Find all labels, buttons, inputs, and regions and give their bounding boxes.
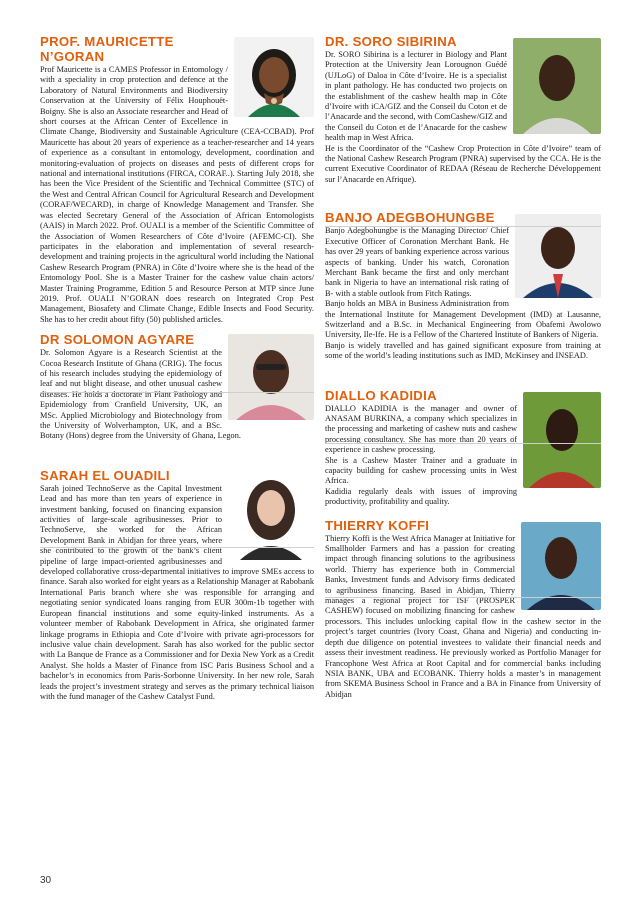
profile-name: DR SOLOMON AGYARE xyxy=(40,332,195,348)
bio-paragraph: She is a Cashew Master Trainer and a graduate in capacity building for cashew processing units in West Africa. xyxy=(325,455,517,486)
profile-name: DR. SORO SIBIRINA xyxy=(325,34,457,49)
bio-paragraph: Kadidia regularly deals with issues of improving productivity, profitability and quality. xyxy=(325,486,517,507)
bio-paragraph: Thierry Koffi is the West Africa Manager at Initiative for Smallholder Farmers and has a passion for creating impact through financing solutions to the agribusiness world. Thierry has experience both in Commercial Banks, Investment funds and Advisory firms dedicated to agribusiness financing. Based in Abidjan, Thierry manages a regional project for ISF (PROSPER CASHEW) focused on mobilizing financing for cashew processors. This includes unlocking capital flow in the cashew sector in the project’s target countries (Ivory Coast, Ghana and Nigeria) and conducting in-depth due diligence on potential investees to validate their financial needs and assess their investment readiness. He previously worked as Portfolio Manager for Francophone West Africa at Root Capital and for commercial banks including NSIA BANK, UBA and ECOBANK. Thierry holds a master’s in management from SKEMA Business School in France and a BA in Finance from University of Abidjan xyxy=(325,533,601,699)
section-divider xyxy=(325,226,601,227)
portrait-photo-solomon xyxy=(228,334,314,420)
section-divider xyxy=(325,597,601,598)
profile-name: THIERRY KOFFI xyxy=(325,517,430,533)
page-number: 30 xyxy=(40,875,52,886)
bio-paragraph: Sarah joined TechnoServe as the Capital Investment Lead and has more than ten years of experience in investment banking, focused on financing expansion activities of large-scale agribusinesses. Prior to TechnoServe, she worked for the African Development Bank in Abidjan for three years, where she contributed to the growth of the bank’s client pipeline of large impact-oriented agribusinesses and developed collaborative cross-departmental initiatives to improve SMEs access to finance. Sarah also worked for eight years as a Relationship Manager at Rabobank International Paris branch where she was responsible for arranging and negotiating senior syndicated loans ranging from EUR 300m-1b together with European financial institutions and some equity-linked instruments. As a volunteer member of Rabobank Development in Africa, she originated farmer linkage programs in Ethiopia and Cote d’Ivoire with private agri-processors for inclusive value chain development. Sarah has also worked for the public sector with La Banque de France as a Commissioner and for Dexia New York as a Credit Analyst. She holds a Master of Finance from ISC Paris Business School and a bachelor’s in economics from Paris-Sorbonne University. In her new role, Sarah leads the project’s investment strategy and serves as the primary technical liaison with the fund manager of the Cashew Catalyst Fund. xyxy=(40,483,314,701)
bio-paragraph: DIALLO KADIDIA is the manager and owner of ANASAM BURKINA, a company which specializes in the processing and marketing of cashew nuts and cashew processing consultancy. She has more than 20 years of experience in cashew processing. xyxy=(325,403,517,455)
profile-thierry xyxy=(325,518,601,701)
profile-name: DIALLO KADIDIA xyxy=(325,387,437,403)
portrait-photo-diallo xyxy=(523,392,601,488)
left-column xyxy=(40,34,314,702)
profile-diallo xyxy=(325,388,601,508)
section-divider xyxy=(40,392,314,393)
profile-solomon xyxy=(40,332,314,442)
bio-paragraph: Prof Mauricette is a CAMES Professor in Entomology / with a speciality in crop protection and defence at the Laboratory of Natural Environments and Biodiversity Conservation at the University of Félix Houphouët-Boigny. She is also an Associate researcher and Head of short courses at the African Center of Excellence in Climate Change, Biodiversity and Sustainable Agriculture (CEA-CCBAD). Prof Mauricette has about 20 years of experience as a teacher-researcher and 14 years of experience as a consultant in entomology, development, coordination and monitoring-evaluation of projects on diseases and pests of different crops for national and international institutions (FIRCA, CORAF..). Starting July 2018, she has been the Vice President of the Scientific and Technical Committee (STC) of the West and Central African Council for Agricultural Research and Development (CORAF/WECARD), in charge of Knowledge Management and Transfer. She was elected Secretary General of the Association of African Entomologists (AAIS) in March 2022. Prof. OUALI is a member of the Scientific Committee of the Association of Women Researchers of Côte d’Ivoire (AFEMC-CI). She participates in the elaboration and implementation of several research-development and training projects in the agricultural world including the National Cashew Research Program (PNRA) in Côte d’Ivoire where she is the head of the Entomology Pool. She is a Master Trainer for the cashew value chain actors/ Master Training Programme, Edition 5 and Resource Person at MTP since June 2019. Prof. OUALI N’GORAN does research on Integrated Crop Pest Management, Biosafety and Climate Change, Edible Insects and Food Security. She has to her credit about fifty (50) published articles. xyxy=(40,65,314,324)
profile-name: BANJO ADEGBOHUNGBE xyxy=(325,210,495,226)
profile-soro xyxy=(325,34,601,185)
bio-paragraph: Banjo Adegbohungbe is the Managing Director/ Chief Executive Officer of Coronation Merchant Bank. He has over 29 years of banking experience across various aspects of banking. Under his watch, Coronation Merchant Bank became the first and only merchant bank in Nigeria to have an international risk rating of B- with a stable outlook from Fitch Ratings. xyxy=(325,226,509,298)
bio-paragraph: Banjo holds an MBA in Business Administration from the International Institute for Management Development (IMD) at Lausanne, Switzerland and a B.Sc. in Mechanical Engineering from Obafemi Awolowo University, Ile-Ife. He is a Fellow of the Chartered Institute of Bankers of Nigeria. xyxy=(325,299,601,340)
section-divider xyxy=(40,547,314,548)
bio-paragraph: Dr. Solomon Agyare is a Research Scientist at the Cocoa Research Institute of Ghana (CRIG). The focus of his research includes studying the epidemiology of leaf and nut blight disease, and other unusual cashew diseases. He holds a doctorate in Plant Pathology and Epidemiology from Cranfield University, UK, an MSc. Applied Microbiology and Biotechnology from the University of Wolverhampton, UK, and a BSc. Botany (Hons) degree from the University of Ghana, Legon. xyxy=(40,348,241,441)
profile-banjo xyxy=(325,210,601,361)
bio-paragraph: Dr. SORO Sibirina is a lecturer in Biology and Plant Protection at the University Jean Lorougnon Guédé (UJLoG) of Daloa in Côte d’Ivoire. He is a specialist in plant pathology. He has conducted two projects on the establishment of the cashew health map in Côte d’Ivoire with iCA/GIZ and the Conseil du Coton et de l’Anacarde and the second, with ComCashew/GIZ and the Conseil du Coton et de l’Anacarde for the cashew health map in West Africa. xyxy=(325,50,507,143)
profile-name: PROF. MAURICETTE N’GORAN xyxy=(40,34,174,64)
right-column xyxy=(325,34,601,700)
portrait-photo-soro xyxy=(513,38,601,134)
bio-paragraph: He is the Coordinator of the “Cashew Crop Protection in Côte d’Ivoire” team of the National Cashew Research Program (PNRA) supervised by the CCA. He is the current Executive Coordinator of REDAA (Réseau de Recherche Développement sur l’Anacarde en Afrique). xyxy=(325,143,601,184)
profile-name: SARAH EL OUADILI xyxy=(40,467,170,483)
profile-sarah xyxy=(40,468,314,703)
section-divider xyxy=(325,443,601,444)
bio-paragraph: Banjo is widely travelled and has gained significant exposure from training at some of the world’s leading institutions such as IMD, McKinsey and INSEAD. xyxy=(325,340,601,361)
profile-mauricette xyxy=(40,34,314,325)
portrait-photo-mauricette xyxy=(234,37,314,117)
